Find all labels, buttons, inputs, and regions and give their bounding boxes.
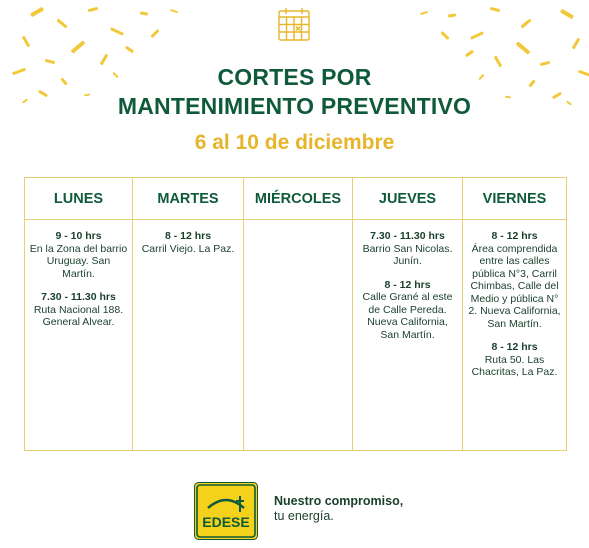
slogan-line2: tu energía. [274, 509, 334, 523]
confetti-piece [110, 27, 124, 36]
entry-place: Área comprendida entre las calles pública N°3, Carril Chimbas, Calle del Medio y pública N° 2. Nueva California, San Martín. [468, 242, 561, 330]
schedule-entry [463, 230, 566, 330]
confetti-piece [30, 7, 44, 17]
confetti-piece [71, 40, 86, 53]
page-title-line2: MANTENIMIENTO PREVENTIVO [117, 93, 472, 119]
schedule-entry [353, 230, 462, 268]
page-title-line1: CORTES POR [217, 64, 372, 90]
date-range: 6 al 10 de diciembre [194, 131, 395, 154]
confetti-piece [22, 36, 31, 48]
schedule-entry [133, 230, 243, 255]
day-header-viernes: VIERNES [463, 178, 566, 220]
entry-time: 7.30 - 11.30 hrs [370, 230, 445, 242]
slogan-line1: Nuestro compromiso, [274, 494, 404, 508]
confetti-piece [56, 18, 67, 28]
entry-place: Carril Viejo. La Paz. [141, 242, 235, 255]
entry-place: En la Zona del barrio Uruguay. San Martín. [29, 242, 128, 280]
schedule-table [24, 177, 567, 451]
confetti-piece [88, 7, 98, 12]
confetti-piece [465, 50, 474, 58]
day-cell-viernes [463, 220, 566, 450]
entry-place: Ruta 50. Las Chacritas, La Paz. [471, 353, 558, 378]
logo-text: EDESE [202, 514, 250, 530]
day-cell-martes [133, 220, 244, 450]
entry-time: 8 - 12 hrs [384, 278, 431, 291]
entry-time: 8 - 12 hrs [491, 230, 538, 242]
schedule-entry [25, 291, 132, 329]
confetti-piece [125, 46, 134, 54]
day-cell-miercoles [244, 220, 353, 450]
schedule-entry [353, 279, 462, 342]
day-header-martes: MARTES [133, 178, 244, 220]
entry-place: Calle Grané al este de Calle Pereda. Nueva California, San Martín. [362, 291, 453, 341]
day-header-lunes: LUNES [25, 178, 133, 220]
entry-time: 9 - 10 hrs [55, 230, 102, 242]
confetti-piece [140, 11, 148, 15]
edese-logo [194, 482, 258, 540]
schedule-entry [463, 341, 566, 379]
confetti-piece [572, 38, 581, 50]
schedule-entry [25, 230, 132, 280]
entry-time: 7.30 - 11.30 hrs [41, 291, 116, 303]
confetti-piece [490, 7, 500, 12]
day-cell-jueves [353, 220, 463, 450]
confetti-piece [420, 11, 428, 16]
entry-place: Ruta Nacional 188. General Alvear. [33, 303, 124, 328]
confetti-piece [440, 31, 449, 40]
confetti-piece [170, 9, 178, 14]
confetti-piece [520, 18, 531, 28]
calendar-icon [277, 6, 311, 42]
day-cell-lunes [25, 220, 133, 450]
confetti-piece [470, 31, 484, 40]
confetti-piece [560, 9, 574, 19]
slogan [274, 494, 403, 524]
confetti-piece [448, 13, 456, 17]
day-header-jueves: JUEVES [353, 178, 463, 220]
confetti-piece [150, 29, 159, 38]
entry-place: Barrio San Nicolas. Junín. [362, 242, 453, 267]
confetti-piece [516, 41, 531, 54]
day-header-miercoles: MIÉRCOLES [244, 178, 353, 220]
entry-time: 8 - 12 hrs [164, 230, 212, 242]
entry-time: 8 - 12 hrs [491, 341, 538, 353]
